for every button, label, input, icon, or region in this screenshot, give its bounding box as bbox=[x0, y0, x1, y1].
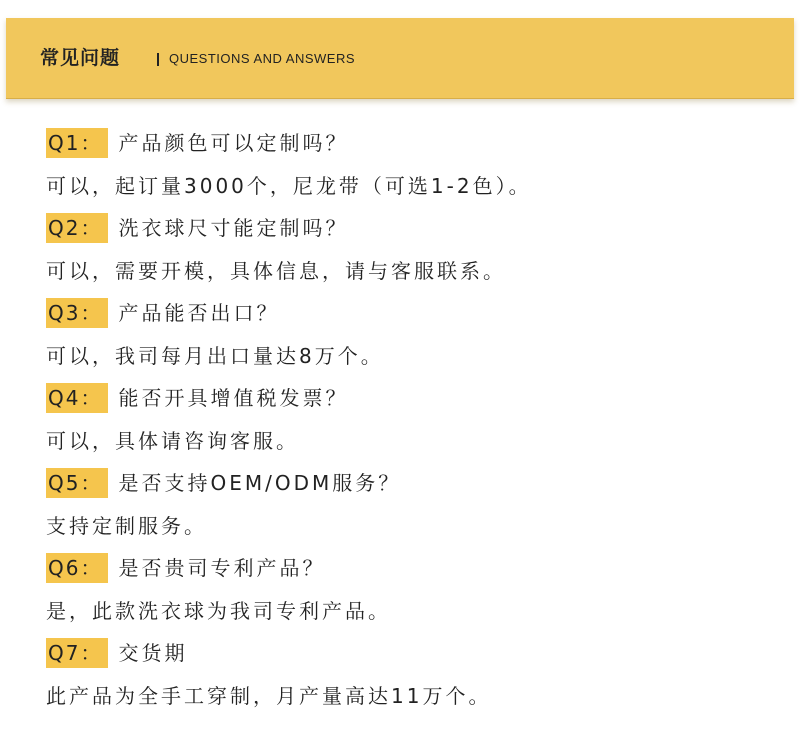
faq-question-row bbox=[46, 122, 776, 165]
question-label: Q5： bbox=[46, 468, 108, 498]
faq-question-row bbox=[46, 462, 776, 505]
header-banner bbox=[6, 18, 794, 99]
faq-answer-row bbox=[46, 420, 776, 463]
answer-text: 是，此款洗衣球为我司专利产品。 bbox=[46, 598, 391, 623]
question-label: Q1： bbox=[46, 128, 108, 158]
title-divider bbox=[157, 53, 159, 66]
faq-question-row bbox=[46, 292, 776, 335]
question-text: 能否开具增值税发票？ bbox=[118, 386, 349, 411]
question-text: 是否贵司专利产品？ bbox=[118, 556, 326, 581]
question-text: 是否支持OEM/ODM服务？ bbox=[118, 471, 402, 496]
section-title: 常见问题 bbox=[40, 47, 121, 69]
question-label: Q4： bbox=[46, 383, 108, 413]
faq-answer-row bbox=[46, 675, 776, 718]
question-text: 交货期 bbox=[118, 641, 188, 666]
question-label: Q3： bbox=[46, 298, 108, 328]
faq-question-row bbox=[46, 207, 776, 250]
question-label: Q6： bbox=[46, 553, 108, 583]
answer-text: 可以，需要开模，具体信息，请与客服联系。 bbox=[46, 258, 506, 283]
faq-question-row bbox=[46, 377, 776, 420]
faq-question-row bbox=[46, 632, 776, 675]
faq-list bbox=[46, 122, 776, 717]
question-text: 产品能否出口？ bbox=[118, 301, 280, 326]
answer-text: 可以，我司每月出口量达8万个。 bbox=[46, 343, 384, 368]
section-subtitle: QUESTIONS AND ANSWERS bbox=[169, 51, 356, 66]
faq-answer-row bbox=[46, 590, 776, 633]
answer-text: 可以，具体请咨询客服。 bbox=[46, 428, 299, 453]
answer-text: 可以，起订量3000个，尼龙带（可选1-2色）。 bbox=[46, 173, 532, 198]
question-text: 洗衣球尺寸能定制吗？ bbox=[118, 216, 349, 241]
answer-text: 支持定制服务。 bbox=[46, 513, 207, 538]
faq-answer-row bbox=[46, 165, 776, 208]
answer-text: 此产品为全手工穿制，月产量高达11万个。 bbox=[46, 683, 492, 708]
question-label: Q2： bbox=[46, 213, 108, 243]
faq-answer-row bbox=[46, 335, 776, 378]
question-label: Q7： bbox=[46, 638, 108, 668]
question-text: 产品颜色可以定制吗？ bbox=[118, 131, 349, 156]
faq-answer-row bbox=[46, 505, 776, 548]
faq-question-row bbox=[46, 547, 776, 590]
faq-answer-row bbox=[46, 250, 776, 293]
